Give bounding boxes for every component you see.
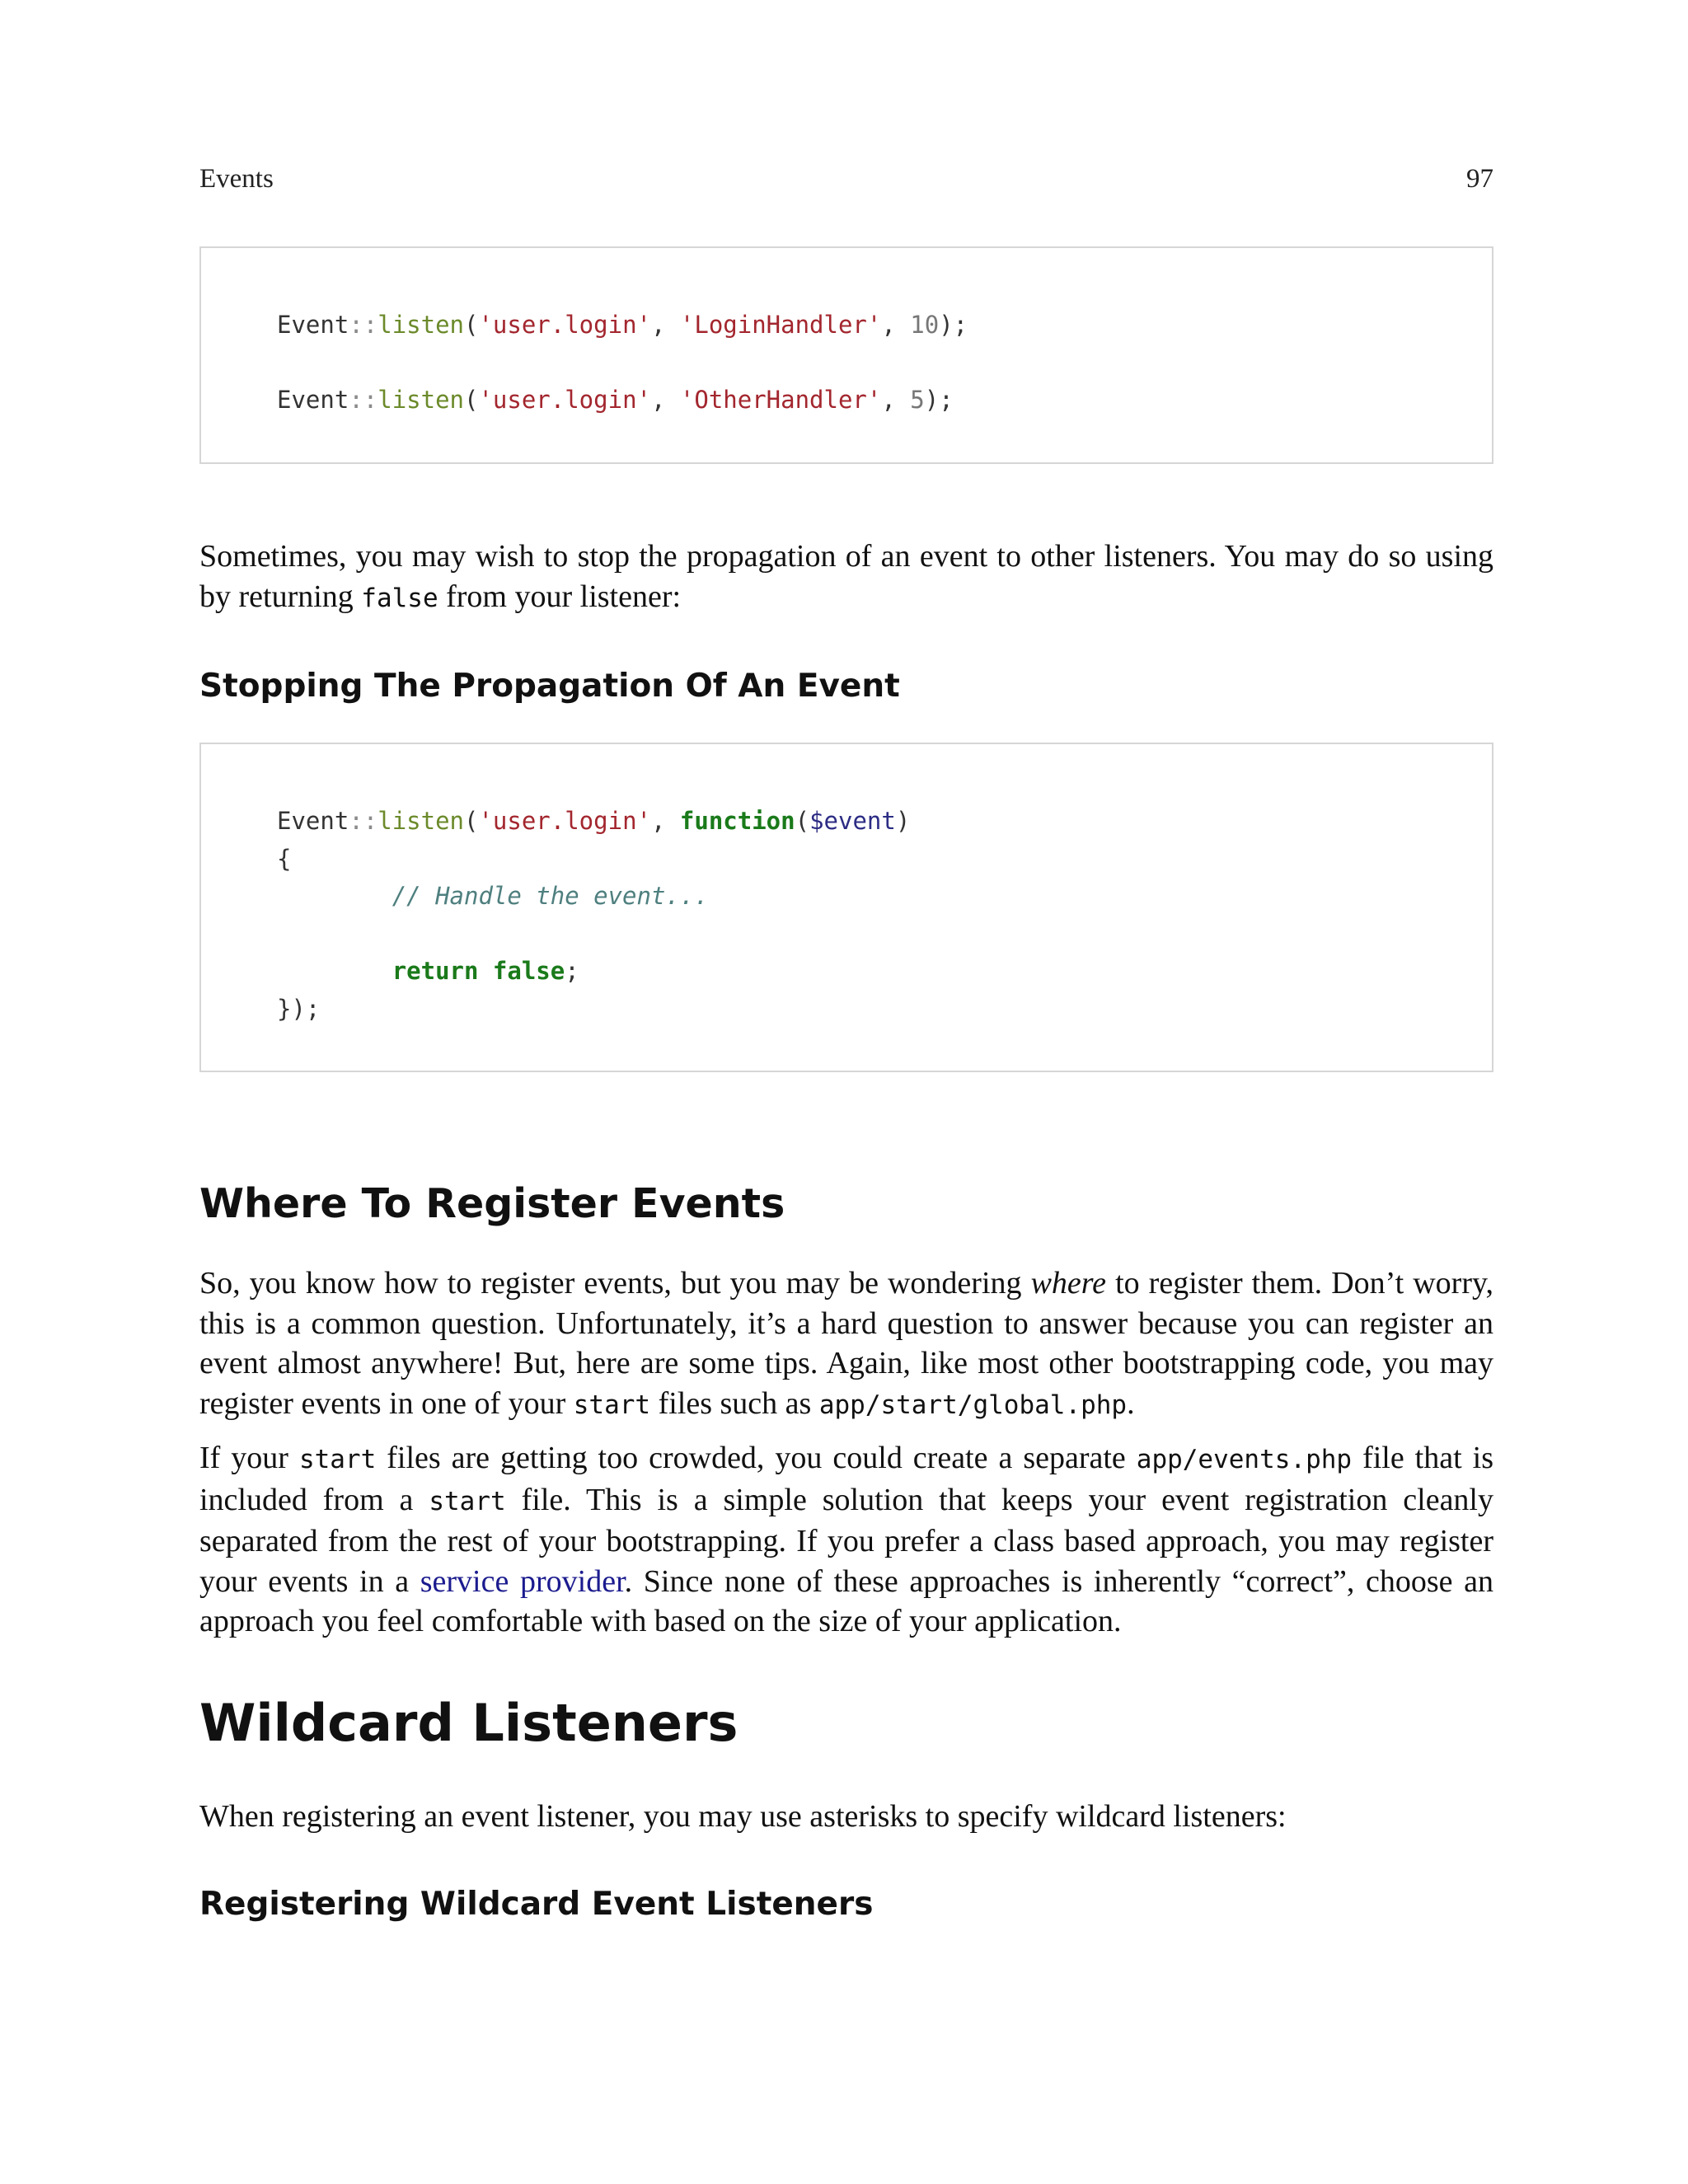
- code-line: return false;: [392, 957, 579, 985]
- inline-code: app/start/global.php: [818, 1390, 1128, 1420]
- code-line: Event::listen('user.login', function($event): [277, 807, 911, 835]
- paragraph-where-2: If your start files are getting too crowded, you could create a separate app/events.php file that is included from a start file. This is a simple solution that keeps your event registration cleanly separated from the rest of your bootstrapping. If you prefer a class based approach, you may register your events in a service provider. Since none of these approaches is inherently “correct”, choose an approach you feel comfortable with based on the size of your application.: [199, 1441, 1494, 1638]
- heading-registering-wildcard: Registering Wildcard Event Listeners: [199, 1886, 874, 1923]
- heading-wildcard-listeners: Wildcard Listeners: [199, 1693, 738, 1753]
- inline-code: false: [361, 583, 438, 613]
- heading-stopping-propagation: Stopping The Propagation Of An Event: [199, 668, 900, 705]
- inline-code: start: [429, 1486, 506, 1516]
- code-line: {: [277, 844, 292, 873]
- heading-where-to-register: Where To Register Events: [199, 1180, 785, 1227]
- paragraph-wildcard: When registering an event listener, you may use asterisks to specify wildcard listeners:: [199, 1799, 1287, 1834]
- code-content: [201, 248, 1492, 419]
- inline-code: start: [573, 1390, 651, 1420]
- service-provider-link[interactable]: service provider: [420, 1563, 625, 1599]
- code-block-listener-priority: [199, 246, 1493, 464]
- code-line: Event::listen('user.login', 'LoginHandler', 10);: [277, 311, 968, 339]
- page-number: 97: [1466, 164, 1493, 194]
- code-line: });: [277, 994, 321, 1023]
- paragraph-where-1: So, you know how to register events, but you may be wondering where to register them. Don’t worry, this is a common question. Unfortunately, it’s a hard question to answer because you can register an event almost anywhere! But, here are some tips. Again, like most other bootstrapping code, you may register events in one of your start files such as app/start/global.php.: [199, 1266, 1494, 1421]
- code-content: [201, 744, 1492, 1028]
- running-header: [199, 161, 1493, 197]
- code-line: // Handle the event...: [392, 882, 709, 910]
- code-line: Event::listen('user.login', 'OtherHandler', 5);: [277, 386, 954, 414]
- inline-code: start: [298, 1445, 377, 1474]
- code-block-stop-propagation: [199, 743, 1493, 1072]
- inline-code: app/events.php: [1136, 1445, 1353, 1474]
- section-title: Events: [199, 164, 274, 194]
- emphasis: where: [1030, 1266, 1107, 1301]
- paragraph-stop-propagation: Sometimes, you may wish to stop the propagation of an event to other listeners. You may do so using by returning false from your listener:: [199, 539, 1493, 614]
